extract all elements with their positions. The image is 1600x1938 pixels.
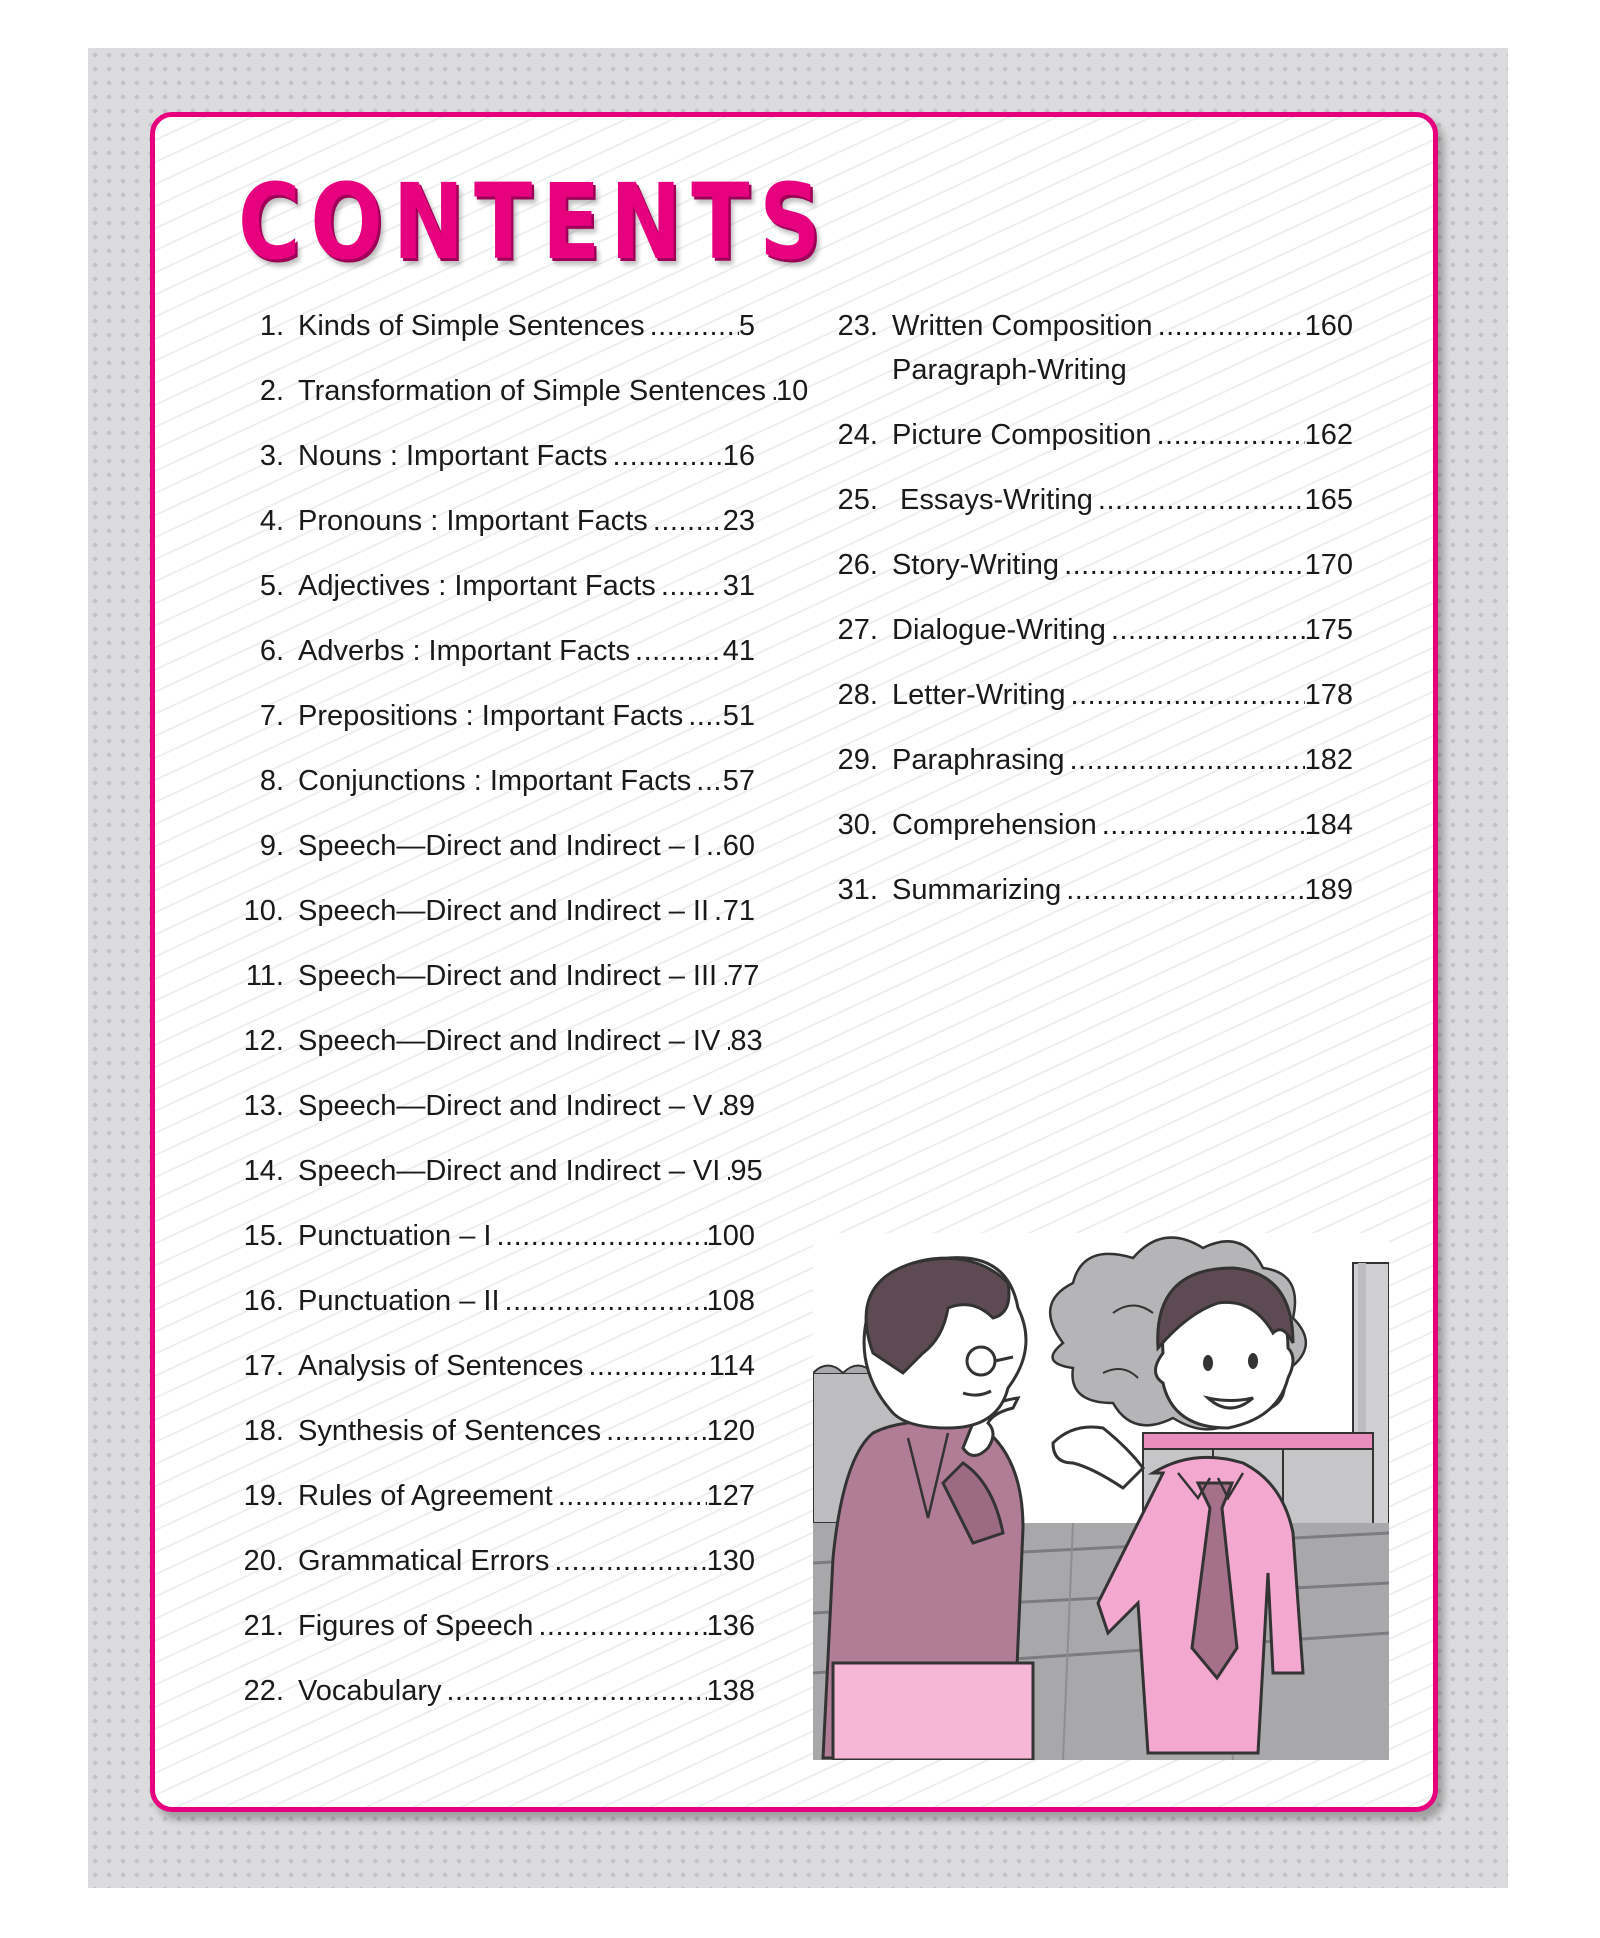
toc-entry-number: 23.: [837, 310, 878, 342]
dot-leader: [630, 629, 723, 673]
toc-entry: [222, 1539, 755, 1583]
toc-entry-title-block: [892, 868, 1061, 912]
toc-entry: [222, 369, 809, 413]
toc-entry: [222, 694, 755, 738]
toc-entry: [222, 889, 755, 933]
toc-entry-title: Transformation of Simple Sentences: [298, 375, 766, 407]
toc-entry: [816, 304, 1353, 392]
toc-entry-page: 138: [706, 1675, 755, 1707]
toc-entry-number: 15.: [243, 1220, 284, 1252]
toc-entry-page: 83: [730, 1025, 763, 1057]
toc-entry-page: 5: [738, 310, 755, 342]
toc-entry-page: 136: [706, 1610, 755, 1642]
toc-entry-title-block: [298, 1149, 720, 1193]
toc-entry-title-block: [298, 304, 645, 348]
toc-entry-title: Speech—Direct and Indirect – VI: [298, 1155, 721, 1187]
toc-entry: [222, 759, 755, 803]
dot-leader: [717, 954, 727, 998]
toc-entry-number: 5.: [259, 570, 284, 602]
toc-entry-number: 16.: [243, 1285, 284, 1317]
toc-entry: [222, 1214, 755, 1258]
toc-entry-page: 71: [722, 895, 755, 927]
toc-entry-title-block: [298, 1539, 549, 1583]
toc-entry-title-block: [892, 543, 1059, 587]
dot-leader: [491, 1214, 706, 1258]
toc-entry-title-block: [298, 1669, 442, 1713]
toc-entry-page: 127: [706, 1480, 755, 1512]
toc-entry-title-block: [892, 673, 1066, 717]
toc-entry-page: 95: [730, 1155, 763, 1187]
dot-leader: [1059, 543, 1305, 587]
toc-entry: [222, 304, 755, 348]
toc-entry-page: 16: [722, 440, 755, 472]
toc-entry-title: Adjectives : Important Facts: [298, 570, 656, 602]
toc-entry-title: Picture Composition: [892, 419, 1152, 451]
toc-entry-title: Speech—Direct and Indirect – IV: [298, 1025, 721, 1057]
toc-entry-number: 12.: [243, 1025, 284, 1057]
toc-entry-page: 41: [722, 635, 755, 667]
toc-entry-number: 26.: [837, 549, 878, 581]
toc-entry-number: 30.: [837, 809, 878, 841]
toc-entry: [222, 824, 755, 868]
toc-entry: [222, 564, 755, 608]
toc-entry: [222, 1344, 755, 1388]
toc-entry-title-block: [298, 1214, 491, 1258]
toc-entry-page: 184: [1304, 809, 1353, 841]
toc-entry-title-block: [298, 1019, 720, 1063]
dot-leader: [720, 1149, 730, 1193]
toc-entry-number: 17.: [243, 1350, 284, 1382]
toc-entry: [816, 673, 1353, 717]
toc-entry-title-block: [298, 564, 656, 608]
teacher-student-illustration: [813, 1233, 1389, 1760]
toc-entry: [222, 1149, 763, 1193]
toc-entry: [222, 954, 760, 998]
toc-entry-number: 22.: [243, 1675, 284, 1707]
toc-entry-page: 77: [727, 960, 760, 992]
toc-entry-title-block: [298, 1474, 553, 1518]
toc-entry: [816, 543, 1353, 587]
toc-entry: [816, 868, 1353, 912]
toc-entry-title: Conjunctions : Important Facts: [298, 765, 692, 797]
dot-leader: [1153, 304, 1305, 348]
toc-entry-title-block: [892, 803, 1097, 847]
toc-entry-page: 178: [1304, 679, 1353, 711]
dot-leader: [691, 759, 722, 803]
toc-entry-title: Figures of Speech: [298, 1610, 534, 1642]
toc-entry-number: 21.: [243, 1610, 284, 1642]
toc-entry-page: 60: [722, 830, 755, 862]
toc-entry-page: 120: [706, 1415, 755, 1447]
toc-entry-title: Comprehension: [892, 809, 1097, 841]
toc-entry-number: 1.: [259, 310, 284, 342]
toc-entry: [222, 1474, 755, 1518]
toc-entry-page: 130: [706, 1545, 755, 1577]
toc-entry-title: Adverbs : Important Facts: [298, 635, 631, 667]
toc-entry: [222, 1604, 755, 1648]
toc-entry: [222, 1669, 755, 1713]
toc-entry-number: 29.: [837, 744, 878, 776]
toc-entry-page: 189: [1304, 874, 1353, 906]
toc-entry-title: Speech—Direct and Indirect – III: [298, 960, 718, 992]
dot-leader: [1097, 803, 1305, 847]
toc-entry-title-block: [298, 694, 683, 738]
toc-entry-title: Analysis of Sentences: [298, 1350, 584, 1382]
toc-entry-title-block: [298, 1604, 533, 1648]
toc-entry-number: 2.: [259, 375, 284, 407]
dot-leader: [1066, 673, 1305, 717]
toc-entry-title-block: [892, 608, 1106, 652]
toc-entry-title-block: [298, 434, 607, 478]
toc-entry-number: 13.: [243, 1090, 284, 1122]
dot-leader: [656, 564, 723, 608]
dot-leader: [712, 1084, 722, 1128]
toc-entry-title: Speech—Direct and Indirect – II: [298, 895, 710, 927]
toc-entry-page: 57: [722, 765, 755, 797]
toc-entry-title-block: [298, 629, 630, 673]
toc-entry-title: Dialogue-Writing: [892, 614, 1106, 646]
toc-entry-title-block: [298, 1084, 712, 1128]
dot-leader: [683, 694, 723, 738]
toc-entry-title: Story-Writing: [892, 549, 1060, 581]
page-title: CONTENTS: [238, 161, 831, 283]
dot-leader: [720, 1019, 730, 1063]
toc-entry: [222, 1084, 755, 1128]
dot-leader: [583, 1344, 708, 1388]
dot-leader: [533, 1604, 706, 1648]
toc-entry-title: Punctuation – II: [298, 1285, 500, 1317]
toc-entry-subtitle: Paragraph-Writing: [892, 354, 1127, 386]
toc-entry-number: 27.: [837, 614, 878, 646]
toc-entry-title: Paraphrasing: [892, 744, 1065, 776]
toc-entry-title: Nouns : Important Facts: [298, 440, 608, 472]
toc-entry-page: 114: [708, 1350, 755, 1382]
toc-entry-title: Vocabulary: [298, 1675, 442, 1707]
toc-entry-page: 89: [722, 1090, 755, 1122]
toc-entry-title-block: [892, 478, 1093, 522]
toc-entry: [222, 629, 755, 673]
toc-entry-number: 19.: [243, 1480, 284, 1512]
toc-entry-number: 7.: [259, 700, 284, 732]
toc-entry-title: Speech—Direct and Indirect – I: [298, 830, 701, 862]
dot-leader: [549, 1539, 706, 1583]
toc-entry-title: Essays-Writing: [892, 484, 1093, 516]
dot-leader: [766, 369, 776, 413]
toc-entry-page: 23: [722, 505, 755, 537]
dot-leader: [607, 434, 722, 478]
toc-entry-page: 31: [722, 570, 755, 602]
toc-entry-title-block: [298, 889, 709, 933]
dot-leader: [701, 824, 723, 868]
toc-entry: [222, 1279, 755, 1323]
dot-leader: [1061, 868, 1304, 912]
toc-entry-number: 28.: [837, 679, 878, 711]
toc-entry-number: 6.: [259, 635, 284, 667]
toc-entry-number: 11.: [245, 960, 284, 992]
dot-leader: [553, 1474, 707, 1518]
toc-entry-page: 108: [706, 1285, 755, 1317]
toc-entry-title: Written Composition: [892, 310, 1153, 342]
toc-entry-page: 182: [1304, 744, 1353, 776]
dot-leader: [709, 889, 723, 933]
toc-entry-title: Letter-Writing: [892, 679, 1066, 711]
toc-entry-title-block: [298, 824, 701, 868]
toc-entry-number: 31.: [837, 874, 878, 906]
toc-entry-page: 10: [775, 375, 809, 407]
dot-leader: [1093, 478, 1305, 522]
toc-entry-number: 9.: [259, 830, 284, 862]
toc-entry: [222, 499, 755, 543]
toc-entry-page: 175: [1304, 614, 1353, 646]
toc-entry-page: 165: [1304, 484, 1353, 516]
dot-leader: [645, 304, 739, 348]
toc-entry-number: 10.: [243, 895, 284, 927]
toc-entry-title: Grammatical Errors: [298, 1545, 550, 1577]
toc-entry-title-block: [892, 413, 1152, 457]
toc-entry-title-block: [298, 1279, 500, 1323]
toc-entry-title-block: [298, 369, 766, 413]
toc-entry-number: 20.: [243, 1545, 284, 1577]
toc-entry-title-block: [298, 1409, 601, 1453]
toc-entry-title-block: [892, 304, 1153, 392]
toc-entry: [222, 1409, 755, 1453]
toc-entry-page: 100: [706, 1220, 755, 1252]
toc-entry-number: 4.: [259, 505, 284, 537]
toc-entry: [816, 413, 1353, 457]
toc-entry: [816, 608, 1353, 652]
contents-column-left: [222, 304, 809, 1734]
toc-entry-title: Punctuation – I: [298, 1220, 492, 1252]
toc-entry: [222, 1019, 763, 1063]
toc-entry: [816, 803, 1353, 847]
contents-column-right: [816, 304, 1353, 933]
dot-leader: [648, 499, 723, 543]
toc-entry-title: Synthesis of Sentences: [298, 1415, 602, 1447]
toc-entry-number: 18.: [243, 1415, 284, 1447]
toc-entry-title-block: [298, 1344, 583, 1388]
dot-leader: [1152, 413, 1305, 457]
toc-entry-page: 170: [1304, 549, 1353, 581]
toc-entry: [222, 434, 755, 478]
toc-entry-number: 14.: [243, 1155, 284, 1187]
toc-entry-title: Pronouns : Important Facts: [298, 505, 648, 537]
toc-entry-title-block: [298, 954, 717, 998]
dot-leader: [442, 1669, 707, 1713]
toc-entry-page: 160: [1304, 310, 1353, 342]
toc-entry-title: Rules of Agreement: [298, 1480, 553, 1512]
dot-leader: [500, 1279, 707, 1323]
toc-entry: [816, 738, 1353, 782]
toc-entry-title-block: [298, 759, 691, 803]
dot-leader: [1106, 608, 1305, 652]
toc-entry: [816, 478, 1353, 522]
toc-entry-title: Summarizing: [892, 874, 1062, 906]
toc-entry-title: Prepositions : Important Facts: [298, 700, 684, 732]
toc-entry-number: 25.: [837, 484, 878, 516]
toc-entry-title-block: [892, 738, 1065, 782]
toc-entry-title: Kinds of Simple Sentences: [298, 310, 645, 342]
toc-entry-page: 162: [1304, 419, 1353, 451]
toc-entry-title-block: [298, 499, 648, 543]
toc-entry-number: 24.: [837, 419, 878, 451]
toc-entry-page: 51: [722, 700, 755, 732]
dot-leader: [1065, 738, 1305, 782]
toc-entry-number: 8.: [259, 765, 284, 797]
toc-entry-title: Speech—Direct and Indirect – V: [298, 1090, 713, 1122]
toc-entry-number: 3.: [259, 440, 284, 472]
dot-leader: [601, 1409, 707, 1453]
